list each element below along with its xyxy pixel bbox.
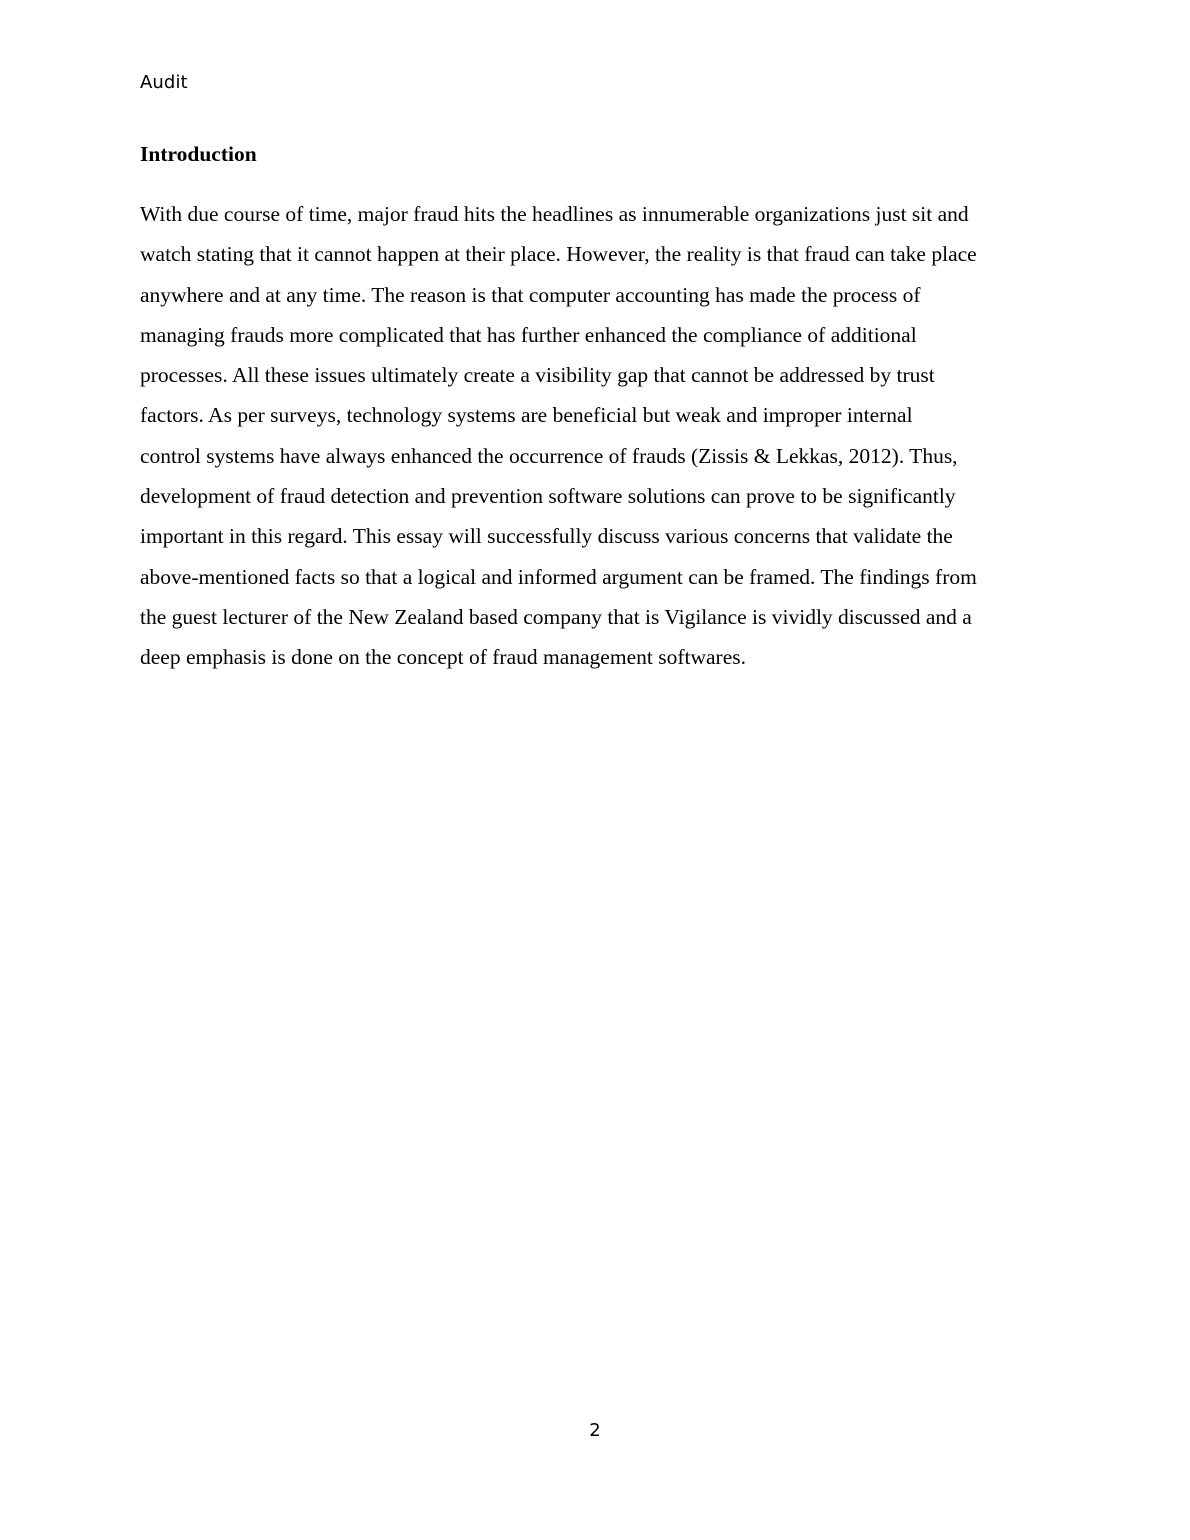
paragraph-line: control systems have always enhanced the occurrence of frauds (Zissis & Lekkas, 2012). Thus, [140,443,958,468]
paragraph-line: managing frauds more complicated that has further enhanced the compliance of additional [140,322,917,347]
paragraph-line: the guest lecturer of the New Zealand based company that is Vigilance is vividly discussed and a [140,604,972,629]
paragraph-line: above-mentioned facts so that a logical and informed argument can be framed. The findings from [140,564,977,589]
section-heading: Introduction [140,142,257,166]
paragraph-line: factors. As per surveys, technology systems are beneficial but weak and improper internal [140,403,913,428]
paragraph-line: processes. All these issues ultimately create a visibility gap that cannot be addressed by trust [140,363,935,388]
paragraph-line: important in this regard. This essay will successfully discuss various concerns that validate the [140,524,953,549]
paragraph-line: anywhere and at any time. The reason is that computer accounting has made the process of [140,282,921,307]
running-header: Audit [140,72,188,93]
paragraph-line: development of fraud detection and prevention software solutions can prove to be significantly [140,484,956,509]
paragraph-line: deep emphasis is done on the concept of fraud management softwares. [140,645,746,670]
body-paragraph [140,194,1060,678]
paragraph-line: With due course of time, major fraud hits the headlines as innumerable organizations just sit and [140,202,969,226]
paragraph-line: watch stating that it cannot happen at their place. However, the reality is that fraud can take place [140,242,977,267]
page-number: 2 [589,1420,601,1441]
